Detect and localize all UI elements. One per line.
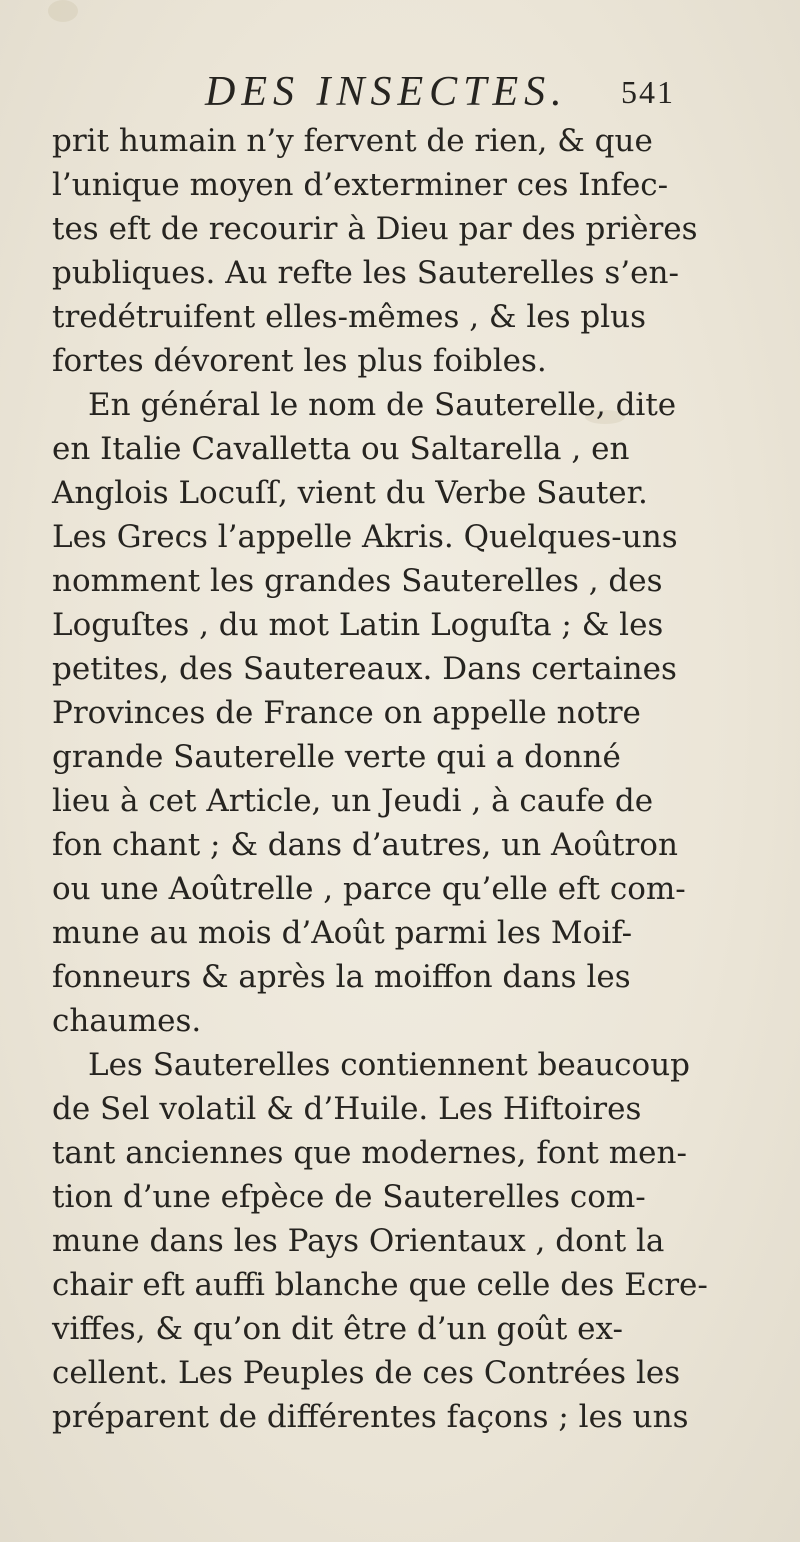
text-line: fon chant ; & dans d’autres, un Aoûtron: [52, 827, 678, 863]
body-text: [52, 119, 770, 1439]
text-line: préparent de différentes façons ; les uns: [52, 1399, 689, 1435]
text-line: petites, des Sautereaux. Dans certaines: [52, 651, 677, 687]
text-line: fonneurs & après la moiffon dans les: [52, 959, 631, 995]
text-line: chair eft auffi blanche que celle des Ecre-: [52, 1267, 708, 1303]
text-line: cellent. Les Peuples de ces Contrées les: [52, 1355, 681, 1391]
text-line: lieu à cet Article, un Jeudi , à caufe de: [52, 783, 654, 819]
text-line: mune au mois d’Août parmi les Moif-: [52, 915, 633, 951]
text-line: tes eft de recourir à Dieu par des prières: [52, 211, 698, 247]
text-line: en Italie Cavalletta ou Saltarella , en: [52, 431, 630, 467]
text-line: publiques. Au refte les Sauterelles s’en-: [52, 255, 679, 291]
text-line: Les Sauterelles contiennent beaucoup: [88, 1047, 691, 1083]
text-line: En général le nom de Sauterelle, dite: [88, 387, 677, 423]
text-line: nomment les grandes Sauterelles , des: [52, 563, 663, 599]
text-line: ou une Aoûtrelle , parce qu’elle eft com-: [52, 871, 686, 907]
text-line: fortes dévorent les plus foibles.: [52, 343, 547, 379]
text-line: tant anciennes que modernes, font men-: [52, 1135, 687, 1171]
text-line: tion d’une efpèce de Sauterelles com-: [52, 1179, 646, 1215]
text-line: Loguſtes , du mot Latin Loguſta ; & les: [52, 607, 664, 643]
page-header: [205, 68, 675, 116]
text-line: Les Grecs l’appelle Akris. Quelques-uns: [52, 519, 678, 555]
paper-stain: [48, 0, 78, 22]
text-line: l’unique moyen d’exterminer ces Infec-: [52, 167, 669, 203]
text-line: Anglois Locuſſ, vient du Verbe Sauter.: [52, 475, 648, 511]
text-line: Provinces de France on appelle notre: [52, 695, 641, 731]
text-line: de Sel volatil & d’Huile. Les Hiftoires: [52, 1091, 642, 1127]
text-line: viffes, & qu’on dit être d’un goût ex-: [52, 1311, 623, 1347]
text-line: chaumes.: [52, 1003, 202, 1039]
text-line: tredétruifent elles-mêmes , & les plus: [52, 299, 647, 335]
text-line: grande Sauterelle verte qui a donné: [52, 739, 621, 775]
text-line: mune dans les Pays Orientaux , dont la: [52, 1223, 665, 1259]
running-head: DES INSECTES.: [205, 69, 568, 115]
text-line: prit humain n’y fervent de rien, & que: [52, 123, 653, 159]
page-number: 541: [621, 74, 675, 110]
